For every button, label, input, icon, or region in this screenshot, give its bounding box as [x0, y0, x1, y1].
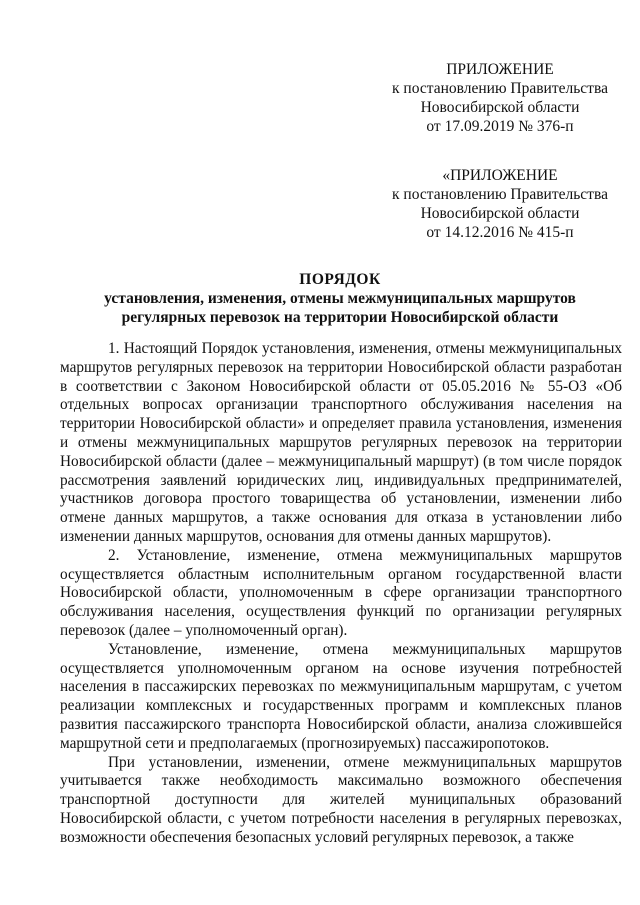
appendix-current-header — [380, 60, 620, 136]
appendix-region-line: Новосибирской области — [420, 205, 580, 222]
appendix-decree-line: к постановлению Правительства — [392, 186, 608, 203]
document-body — [60, 340, 622, 848]
appendix-label: ПРИЛОЖЕНИЕ — [446, 61, 554, 78]
appendix-previous-header — [380, 166, 620, 242]
appendix-date-number: от 14.12.2016 № 415-п — [426, 224, 574, 241]
paragraph: 2. Установление, изменение, отмена межмуниципальных маршрутов осуществляется областным исполнительным органом государственной власти Новосибирской области, уполномоченным в сфере организации транспортного обслуживания населения, осуществления функций по организации регулярных перевозок (далее – уполномоченный орган). — [60, 546, 622, 639]
paragraph: При установлении, изменении, отмене межмуниципальных маршрутов учитывается также необходимость максимально возможного обеспечения транспортной доступности для жителей муниципальных образований Новосибирской области, с учетом потребности населения в регулярных перевозках, возможности обеспечения безопасных условий регулярных перевозок, а также — [60, 753, 622, 846]
title-subtitle-line-2: регулярных перевозок на территории Новосибирской области — [121, 309, 559, 326]
title-subtitle-line-1: установления, изменения, отмены межмуниципальных маршрутов — [104, 290, 576, 307]
document-title — [60, 270, 620, 327]
appendix-date-number: от 17.09.2019 № 376-п — [426, 118, 574, 135]
appendix-region-line: Новосибирской области — [420, 99, 580, 116]
appendix-label: «ПРИЛОЖЕНИЕ — [442, 167, 558, 184]
paragraph: 1. Настоящий Порядок установления, изменения, отмены межмуниципальных маршрутов регулярных перевозок на территории Новосибирской области разработан в соответствии с Законом Новосибирской области от 05.05.2016 № 55-ОЗ «Об отдельных вопросах организации транспортного обслуживания населения на территории Новосибирской области» и определяет правила установления, изменения и отмены межмуниципальных маршрутов регулярных перевозок на территории Новосибирской области (далее – межмуниципальный маршрут) (в том числе порядок рассмотрения заявлений юридических лиц, индивидуальных предпринимателей, участников договора простого товарищества об установлении, изменении либо отмене данных маршрутов, а также основания для отказа в установлении либо изменении данных маршрутов, основания для отмены данных маршрутов). — [60, 340, 622, 545]
title-main: ПОРЯДОК — [299, 271, 381, 288]
paragraph: Установление, изменение, отмена межмуниципальных маршрутов осуществляется уполномоченным органом на основе изучения потребностей населения в пассажирских перевозках по межмуниципальным маршрутам, с учетом реализации комплексных и государственных программ и комплексных планов развития пассажирского транспорта Новосибирской области, анализа сложившейся маршрутной сети и предполагаемых (прогнозируемых) пассажиропотоков. — [60, 640, 622, 752]
appendix-decree-line: к постановлению Правительства — [392, 80, 608, 97]
